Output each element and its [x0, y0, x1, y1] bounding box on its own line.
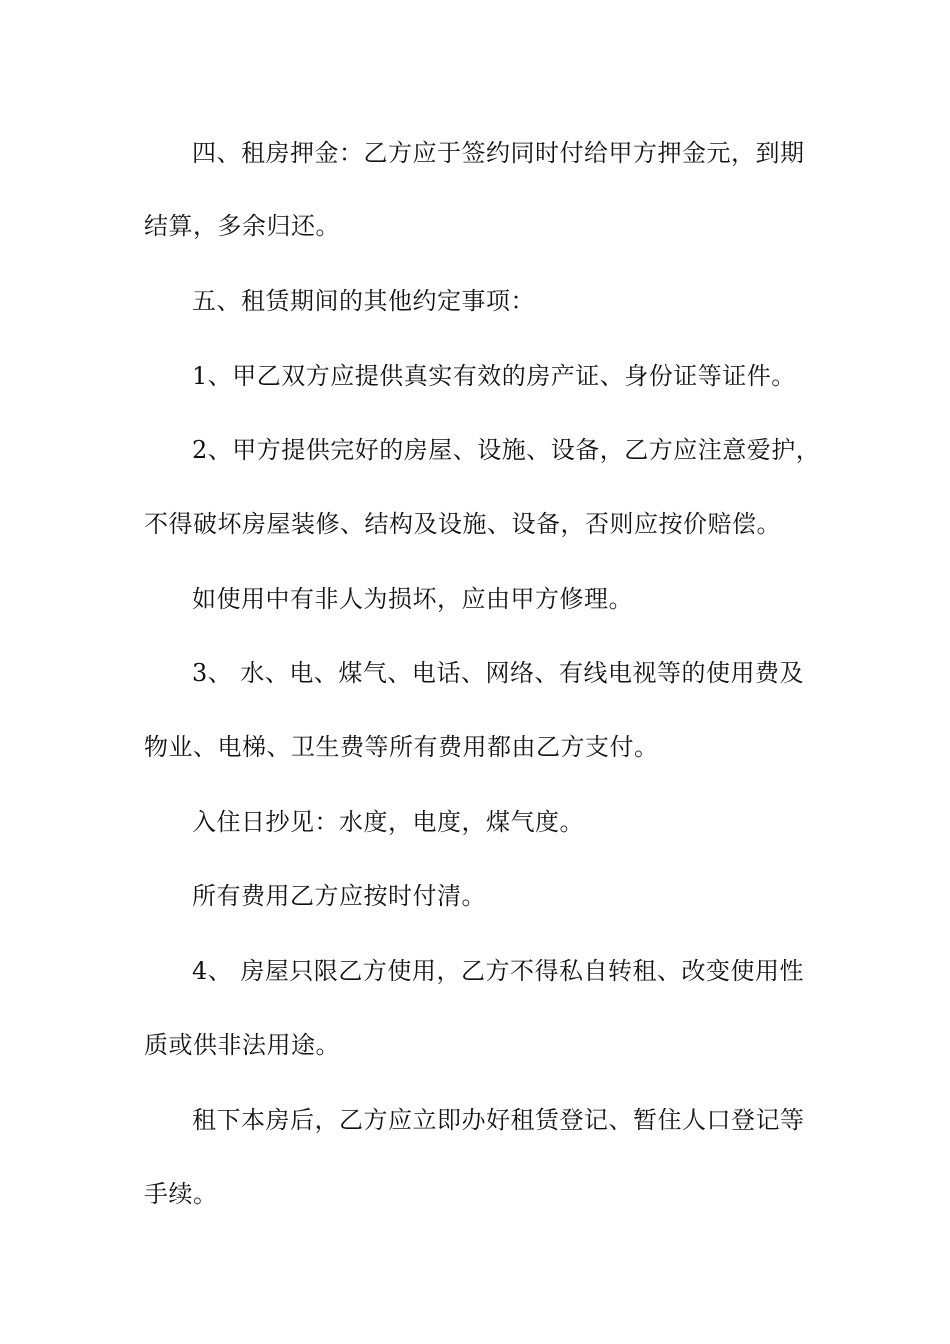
paragraph-line: 质或供非法用途。	[144, 1031, 340, 1059]
paragraph-line: 所有费用乙方应按时付清。	[192, 882, 486, 910]
paragraph-line: 1、甲乙双方应提供真实有效的房产证、身份证等证件。	[192, 362, 796, 390]
paragraph-line: 4、 房屋只限乙方使用，乙方不得私自转租、改变使用性	[192, 957, 804, 985]
paragraph-line: 如使用中有非人为损坏，应由甲方修理。	[192, 585, 633, 613]
paragraph-line: 2、甲方提供完好的房屋、设施、设备，乙方应注意爱护，	[192, 436, 821, 464]
paragraph-line: 手续。	[144, 1180, 218, 1208]
paragraph-line: 四、租房押金：乙方应于签约同时付给甲方押金元，到期	[192, 139, 805, 167]
paragraph-line: 不得破坏房屋装修、结构及设施、设备，否则应按价赔偿。	[144, 510, 781, 538]
paragraph-line: 入住日抄见：水度，电度，煤气度。	[192, 808, 584, 836]
paragraph-line: 五、租赁期间的其他约定事项：	[192, 287, 535, 315]
paragraph-line: 租下本房后，乙方应立即办好租赁登记、暂住人口登记等	[192, 1106, 805, 1134]
paragraph-line: 物业、电梯、卫生费等所有费用都由乙方支付。	[144, 733, 659, 761]
paragraph-line: 3、 水、电、煤气、电话、网络、有线电视等的使用费及	[192, 659, 804, 687]
paragraph-line: 结算，多余归还。	[144, 212, 340, 240]
